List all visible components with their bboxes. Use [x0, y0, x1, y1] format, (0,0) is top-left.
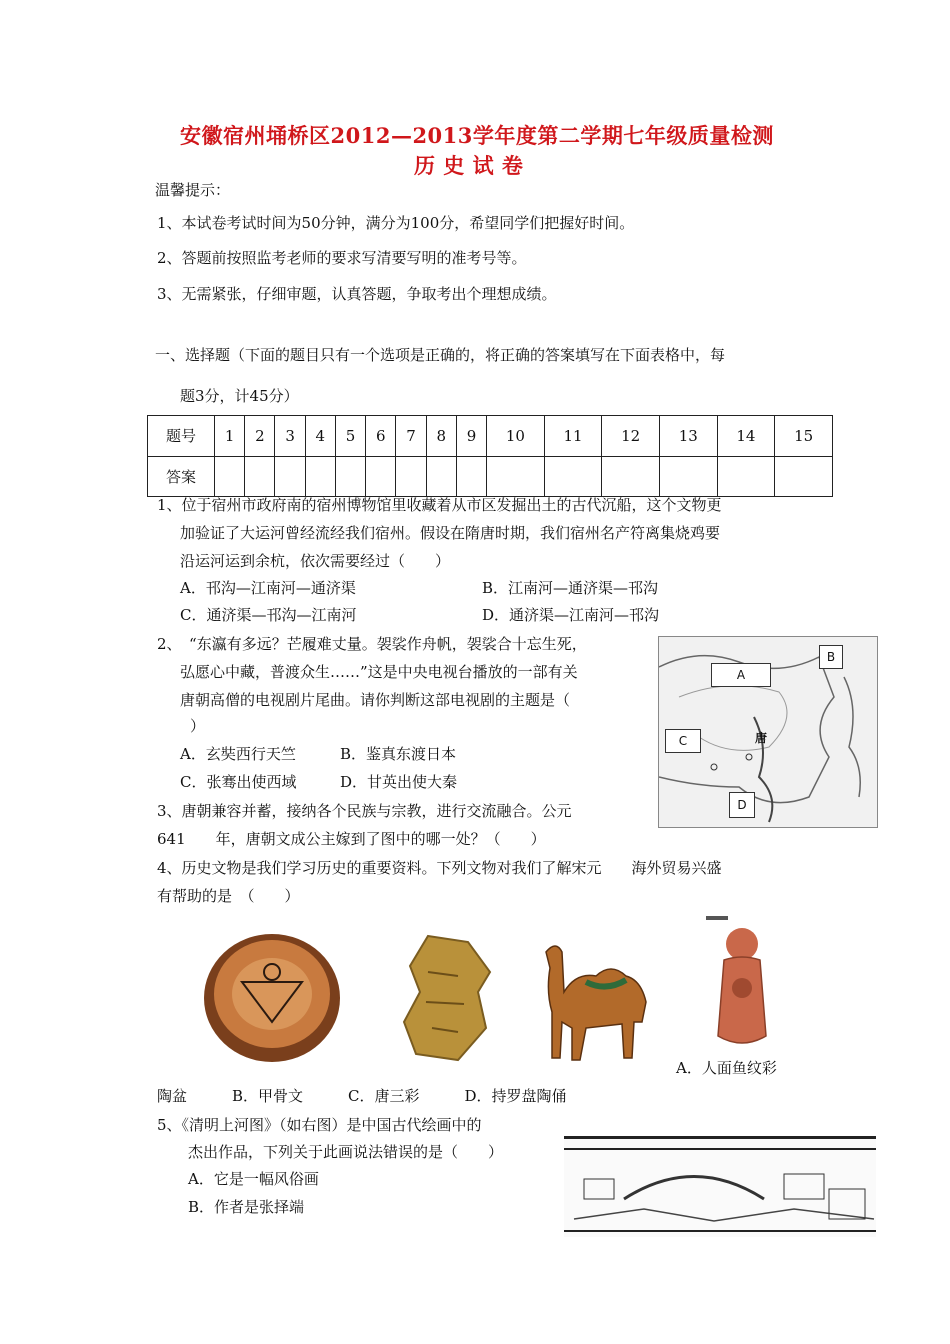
section-heading-cont: 题3分，计45分）	[180, 387, 299, 405]
map-label-d: D	[729, 792, 755, 818]
q4-stem: 有帮助的是 （ ）	[157, 887, 300, 905]
compass-figurine-image	[702, 916, 782, 1056]
q1-option-d: D．通济渠—江南河—邗沟	[482, 606, 660, 624]
q3-stem: 641 年，唐朝文成公主嫁到了图中的哪一处？（ ）	[157, 830, 546, 848]
answer-cell[interactable]	[487, 456, 545, 497]
q2-option-c: C．张骞出使西域	[180, 773, 297, 791]
question-number: 14	[717, 416, 775, 457]
q2-option-b: B．鉴真东渡日本	[340, 745, 457, 763]
q2-stem: 弘愿心中藏，普渡众生……”这是中央电视台播放的一部有关	[180, 663, 578, 681]
painting-sketch	[564, 1139, 876, 1234]
q1-stem: 1、位于宿州市政府南的宿州博物馆里收藏着从市区发掘出土的古代沉船，这个文物更	[157, 496, 722, 514]
table-row	[148, 456, 833, 497]
question-number: 3	[275, 416, 305, 457]
q5-option-a: A．它是一幅风俗画	[188, 1170, 319, 1188]
row-label: 答案	[148, 456, 215, 497]
answer-cell[interactable]	[717, 456, 775, 497]
answer-cell[interactable]	[426, 456, 456, 497]
q1-option-c: C．通济渠—邗沟—江南河	[180, 606, 357, 624]
q3-stem: 3、唐朝兼容并蓄，接纳各个民族与宗教，进行交流融合。公元	[157, 802, 572, 820]
tang-sancai-camel-image	[516, 932, 656, 1064]
map-label-c: C	[665, 729, 701, 753]
answer-table	[147, 415, 833, 497]
answer-cell[interactable]	[215, 456, 245, 497]
tang-map-figure	[658, 636, 878, 828]
q1-stem: 加验证了大运河曾经流经我们宿州。假设在隋唐时期，我们宿州名产符离集烧鸡要	[180, 524, 721, 542]
q1-stem: 沿运河运到余杭，依次需要经过（ ）	[180, 552, 451, 570]
note-item: 3、无需紧张，仔细审题，认真答题，争取考出个理想成绩。	[157, 285, 557, 303]
answer-cell[interactable]	[305, 456, 335, 497]
question-number: 5	[335, 416, 365, 457]
painted-pottery-basin-image	[202, 932, 342, 1064]
q1-option-a: A．邗沟—江南河—通济渠	[180, 579, 356, 597]
question-number: 2	[245, 416, 275, 457]
q2-stem: ）	[190, 717, 206, 735]
q2-option-a: A．玄奘西行天竺	[180, 745, 296, 763]
q4-option-a: A．人面鱼纹彩	[676, 1059, 777, 1077]
question-number: 4	[305, 416, 335, 457]
question-number: 9	[456, 416, 486, 457]
table-row	[148, 416, 833, 457]
q2-option-d: D．甘英出使大秦	[340, 773, 458, 791]
answer-cell[interactable]	[602, 456, 660, 497]
question-number: 13	[659, 416, 717, 457]
row-label: 题号	[148, 416, 215, 457]
exam-title: 安徽宿州埇桥区2012—2013学年度第二学期七年级质量检测	[180, 123, 774, 148]
answer-cell[interactable]	[396, 456, 426, 497]
question-number: 10	[487, 416, 545, 457]
question-number: 15	[775, 416, 833, 457]
q4-options: 陶盆 B．甲骨文 C．唐三彩 D．持罗盘陶俑	[157, 1087, 567, 1105]
qingming-painting-image	[564, 1136, 876, 1237]
notes-heading: 温馨提示：	[155, 181, 231, 199]
note-item: 2、答题前按照监考老师的要求写清要写明的准考号等。	[157, 249, 527, 267]
map-label-b: B	[819, 645, 843, 669]
answer-cell[interactable]	[456, 456, 486, 497]
question-number: 7	[396, 416, 426, 457]
answer-cell[interactable]	[245, 456, 275, 497]
answer-cell[interactable]	[275, 456, 305, 497]
question-number: 12	[602, 416, 660, 457]
q4-stem: 4、历史文物是我们学习历史的重要资料。下列文物对我们了解宋元 海外贸易兴盛	[157, 859, 722, 877]
question-number: 1	[215, 416, 245, 457]
exam-subtitle: 历 史 试 卷	[414, 153, 524, 178]
note-item: 1、本试卷考试时间为50分钟，满分为100分，希望同学们把握好时间。	[157, 214, 635, 232]
map-label-tang: 唐	[755, 731, 768, 745]
question-number: 8	[426, 416, 456, 457]
q1-option-b: B．江南河—通济渠—邗沟	[482, 579, 659, 597]
answer-cell[interactable]	[544, 456, 602, 497]
map-label-a: A	[711, 663, 771, 687]
question-number: 11	[544, 416, 602, 457]
q5-option-b: B．作者是张择端	[188, 1198, 305, 1216]
section-heading: 一、选择题（下面的题目只有一个选项是正确的，将正确的答案填写在下面表格中，每	[155, 346, 726, 364]
answer-cell[interactable]	[335, 456, 365, 497]
q2-stem: 唐朝高僧的电视剧片尾曲。请你判断这部电视剧的主题是（	[180, 691, 571, 709]
q5-stem: 杰出作品，下列关于此画说法错误的是（ ）	[188, 1143, 504, 1161]
answer-cell[interactable]	[659, 456, 717, 497]
q5-stem: 5、《清明上河图》（如右图）是中国古代绘画中的	[157, 1116, 482, 1134]
answer-cell[interactable]	[775, 456, 833, 497]
oracle-bone-image	[398, 932, 494, 1062]
q2-stem: 2、 “东瀛有多远？芒履难丈量。袈裟作舟帆，袈裟合十忘生死，	[157, 635, 587, 653]
question-number: 6	[366, 416, 396, 457]
answer-cell[interactable]	[366, 456, 396, 497]
